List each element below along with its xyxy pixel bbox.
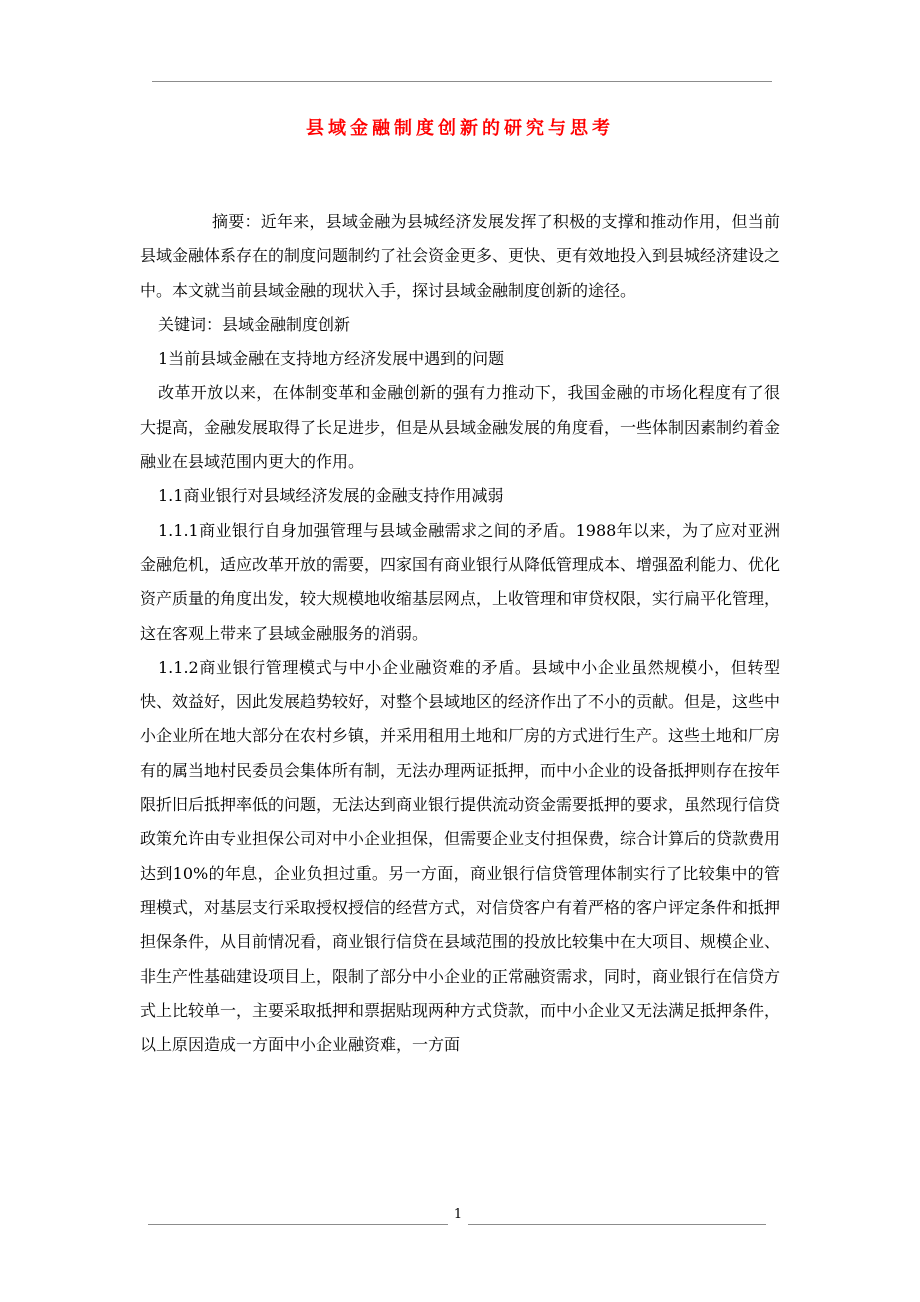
document-title: 县域金融制度创新的研究与思考 [306, 118, 614, 139]
section-1-1-heading: 1.1商业银行对县域经济发展的金融支持作用减弱 [158, 486, 504, 506]
section-1-1-2-paragraph: 1.1.2商业银行管理模式与中小企业融资难的矛盾。县域中小企业虽然规模小，但转型快、效益好，因此发展趋势较好，对整个县域地区的经济作出了不小的贡献。但是，这些中小企业所在地大部分在农村乡镇，并采用租用土地和厂房的方式进行生产。这些土地和厂房有的属当地村民委员会集体所有制，无法办理两证抵押，而中小企业的设备抵押则存在按年限折旧后抵押率低的问题，无法达到商业银行提供流动资金需要抵押的要求，虽然现行信贷政策允许由专业担保公司对中小企业担保，但需要企业支付担保费，综合计算后的贷款费用达到10%的年息，企业负担过重。另一方面，商业银行信贷管理体制实行了比较集中的管理模式，对基层支行采取授权授信的经营方式，对信贷客户有着严格的客户评定条件和抵押担保条件，从目前情况看，商业银行信贷在县域范围的投放比较集中在大项目、规模企业、非生产性基础建设项目上，限制了部分中小企业的正常融资需求，同时，商业银行在信贷方式上比较单一，主要采取抵押和票据贴现两种方式贷款，而中小企业又无法满足抵押条件，以上原因造成一方面中小企业融资难，一方面 [140, 657, 781, 1055]
abstract-paragraph: 摘要：近年来，县域金融为县城经济发展发挥了积极的支撑和推动作用，但当前县域金融体系存在的制度问题制约了社会资金更多、更快、更有效地投入到县城经济建设之中。本文就当前县域金融的现状入手，探讨县域金融制度创新的途径。 [140, 212, 781, 300]
header-rule [152, 81, 772, 82]
section-1-heading: 1当前县域金融在支持地方经济发展中遇到的问题 [158, 349, 505, 369]
page-number: 1 [453, 1207, 463, 1222]
section-1-paragraph: 改革开放以来，在体制变革和金融创新的强有力推动下，我国金融的市场化程度有了很大提高，金融发展取得了长足进步，但是从县域金融发展的角度看，一些体制因素制约着金融业在县域范围内更大的作用。 [140, 383, 781, 472]
keywords-line: 关键词：县域金融制度创新 [158, 314, 351, 334]
section-1-1-1-paragraph: 1.1.1商业银行自身加强管理与县域金融需求之间的矛盾。1988年以来，为了应对亚洲金融危机，适应改革开放的需要，四家国有商业银行从降低管理成本、增强盈利能力、优化资产质量的角度出发，较大规模地收缩基层网点，上收管理和审贷权限，实行扁平化管理，这在客观上带来了县域金融服务的消弱。 [140, 520, 781, 643]
footer-rule-right [468, 1224, 766, 1225]
document-body [140, 205, 780, 1062]
footer-rule-left [148, 1224, 448, 1225]
